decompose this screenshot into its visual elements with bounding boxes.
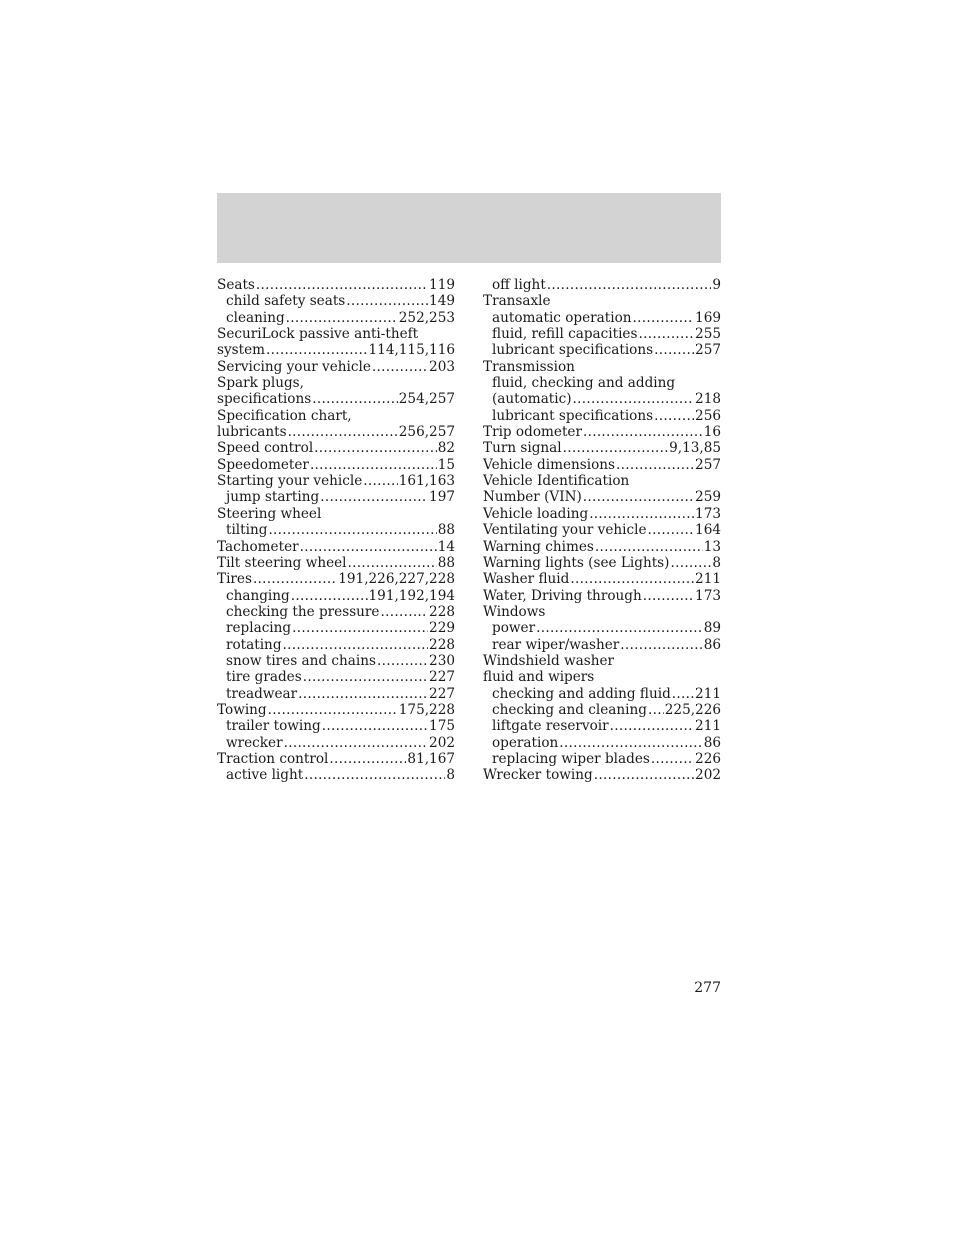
entry-term: Traction control: [217, 750, 329, 767]
index-entry: [483, 539, 721, 555]
page-reference: 252,253: [398, 309, 455, 326]
entry-term: tilting: [226, 522, 268, 539]
entry-term: Ventilating your vehicle: [483, 522, 647, 539]
page-reference: 175: [429, 718, 455, 735]
index-entry: [483, 604, 721, 620]
entry-term: system: [217, 342, 266, 359]
dot-leader: [284, 735, 428, 751]
entry-term: specifications: [217, 391, 312, 408]
dot-leader: [559, 735, 702, 751]
page-reference: 211: [695, 718, 721, 735]
page-reference: 211: [695, 685, 721, 702]
page-reference: 203: [429, 358, 455, 375]
entry-term: Servicing your vehicle: [217, 358, 371, 375]
index-subentry: [483, 310, 721, 326]
entry-term: Towing: [217, 701, 267, 718]
entry-term: replacing wiper blades: [492, 750, 650, 767]
entry-term: snow tires and chains: [226, 652, 376, 669]
page-reference: 13: [703, 538, 721, 555]
page-reference: 86: [703, 636, 721, 653]
index-subentry: [217, 489, 455, 505]
dot-leader: [380, 604, 428, 620]
dot-leader: [583, 489, 694, 505]
entry-term: active light: [226, 767, 304, 784]
entry-term: changing: [226, 587, 290, 604]
entry-term: Washer fluid: [483, 571, 570, 588]
index-entry: [483, 555, 721, 571]
index-subentry: [483, 326, 721, 342]
page-reference: 161,163: [398, 473, 455, 490]
dot-leader: [298, 686, 428, 702]
entry-term: Vehicle Identification: [483, 473, 630, 490]
entry-term: Windshield washer: [483, 652, 615, 669]
index-entry: [483, 767, 721, 783]
page-reference: 8: [712, 554, 721, 571]
index-entry: [483, 653, 721, 669]
dot-leader: [300, 539, 437, 555]
dot-leader: [648, 522, 695, 538]
index-subentry: [483, 686, 721, 702]
page-reference: 149: [429, 293, 455, 310]
page-reference: 226: [695, 750, 721, 767]
entry-term: replacing: [226, 620, 292, 637]
entry-term: Tires: [217, 571, 252, 588]
dot-leader: [595, 539, 703, 555]
dot-leader: [363, 473, 398, 489]
entry-term: off light: [492, 277, 546, 293]
page-reference: 255: [695, 326, 721, 343]
entry-term: Turn signal: [483, 440, 562, 457]
entry-term: Starting your vehicle: [217, 473, 363, 490]
dot-leader: [633, 310, 695, 326]
entry-term: Speedometer: [217, 456, 309, 473]
index-entry: [483, 669, 721, 685]
index-column-right: [483, 277, 721, 784]
dot-leader: [573, 391, 695, 407]
page-reference: 15: [437, 456, 455, 473]
dot-leader: [268, 702, 398, 718]
entry-term: Seats: [217, 277, 255, 293]
index-subentry: [483, 391, 721, 407]
entry-term: checking the pressure: [226, 603, 380, 620]
index-entry: [483, 293, 721, 309]
page-reference: 173: [695, 505, 721, 522]
entry-term: Water, Driving through: [483, 587, 642, 604]
entry-term: Transaxle: [483, 293, 551, 310]
index-entry: [217, 326, 455, 342]
page-reference: 89: [703, 620, 721, 637]
page-reference: 228: [429, 636, 455, 653]
dot-leader: [253, 571, 337, 587]
entry-term: Number (VIN): [483, 489, 582, 506]
entry-term: cleaning: [226, 309, 285, 326]
entry-term: lubricant specifications: [492, 407, 654, 424]
entry-term: checking and cleaning: [492, 701, 647, 718]
index-column-left: [217, 277, 455, 784]
entry-term: tire grades: [226, 669, 302, 686]
entry-term: Spark plugs,: [217, 375, 304, 392]
entry-term: fluid and wipers: [483, 669, 595, 686]
index-entry: [483, 457, 721, 473]
page-reference: 88: [437, 554, 455, 571]
entry-term: Steering wheel: [217, 505, 322, 522]
index-subentry: [483, 702, 721, 718]
dot-leader: [372, 359, 428, 375]
entry-term: Vehicle dimensions: [483, 456, 616, 473]
entry-term: automatic operation: [492, 309, 632, 326]
index-entry: [217, 506, 455, 522]
dot-leader: [312, 391, 398, 407]
index-entry: [217, 457, 455, 473]
entry-term: Tilt steering wheel: [217, 554, 347, 571]
dot-leader: [563, 440, 668, 456]
entry-term: rear wiper/washer: [492, 636, 620, 653]
index-entry: [483, 522, 721, 538]
index-entry: [217, 555, 455, 571]
entry-term: fluid, checking and adding: [492, 375, 676, 392]
page-reference: 81,167: [407, 750, 455, 767]
entry-term: liftgate reservoir: [492, 718, 609, 735]
dot-leader: [648, 702, 664, 718]
dot-leader: [303, 669, 428, 685]
index-entry: [217, 408, 455, 424]
entry-term: rotating: [226, 636, 282, 653]
dot-leader: [266, 342, 367, 358]
index-entry: [217, 277, 455, 293]
index-subentry: [483, 277, 721, 293]
dot-leader: [654, 408, 694, 424]
page-reference: 225,226: [664, 701, 721, 718]
index-entry: [483, 473, 721, 489]
entry-term: Vehicle loading: [483, 505, 589, 522]
dot-leader: [583, 424, 703, 440]
page-reference: 114,115,116: [368, 342, 455, 359]
index-subentry: [217, 637, 455, 653]
page-reference: 227: [429, 669, 455, 686]
page-reference: 169: [695, 309, 721, 326]
index-subentry: [483, 342, 721, 358]
index-entry: [483, 359, 721, 375]
page-reference: 88: [437, 522, 455, 539]
entry-term: child safety seats: [226, 293, 346, 310]
dot-leader: [654, 342, 694, 358]
dot-leader: [268, 522, 436, 538]
dot-leader: [346, 293, 428, 309]
page-reference: 256,257: [398, 424, 455, 441]
entry-term: Warning chimes: [483, 538, 594, 555]
entry-term: checking and adding fluid: [492, 685, 671, 702]
index-entry: [483, 424, 721, 440]
entry-term: operation: [492, 734, 559, 751]
page-reference: 230: [429, 652, 455, 669]
entry-term: SecuriLock passive anti-theft: [217, 326, 419, 343]
index-entry: [483, 588, 721, 604]
entry-term: Windows: [483, 603, 546, 620]
dot-leader: [547, 277, 712, 293]
page-reference: 202: [695, 767, 721, 784]
entry-term: Wrecker towing: [483, 767, 593, 784]
index-subentry: [217, 310, 455, 326]
index-entry: [483, 571, 721, 587]
dot-leader: [594, 767, 694, 783]
index-entry: [217, 342, 455, 358]
dot-leader: [256, 277, 428, 293]
index-subentry: [217, 293, 455, 309]
dot-leader: [670, 555, 711, 571]
entry-term: Transmission: [483, 358, 575, 375]
index-entry: [217, 751, 455, 767]
entry-term: Tachometer: [217, 538, 299, 555]
index-subentry: [217, 604, 455, 620]
entry-term: power: [492, 620, 536, 637]
page-reference: 191,192,194: [368, 587, 455, 604]
index-subentry: [483, 408, 721, 424]
entry-term: trailer towing: [226, 718, 321, 735]
entry-term: lubricants: [217, 424, 287, 441]
index-entry: [217, 440, 455, 456]
dot-leader: [292, 620, 428, 636]
page-reference: 218: [695, 391, 721, 408]
page-number: 277: [694, 980, 721, 996]
index-entry: [217, 571, 455, 587]
dot-leader: [589, 506, 694, 522]
page-reference: 228: [429, 603, 455, 620]
page-reference: 191,226,227,228: [338, 571, 455, 588]
dot-leader: [620, 637, 702, 653]
page-reference: 229: [429, 620, 455, 637]
page-reference: 259: [695, 489, 721, 506]
index-entry: [217, 473, 455, 489]
dot-leader: [322, 718, 428, 734]
index-subentry: [217, 735, 455, 751]
page-reference: 197: [429, 489, 455, 506]
index-entry: [483, 489, 721, 505]
page-reference: 8: [446, 767, 455, 784]
dot-leader: [310, 457, 437, 473]
index-entry: [217, 391, 455, 407]
page-reference: 86: [703, 734, 721, 751]
page-reference: 9,13,85: [669, 440, 721, 457]
dot-leader: [672, 686, 694, 702]
index-subentry: [217, 718, 455, 734]
index-subentry: [217, 653, 455, 669]
page-reference: 227: [429, 685, 455, 702]
entry-term: Speed control: [217, 440, 314, 457]
page-reference: 164: [695, 522, 721, 539]
page-reference: 202: [429, 734, 455, 751]
entry-term: jump starting: [226, 489, 320, 506]
page-reference: 257: [695, 342, 721, 359]
page-reference: 254,257: [398, 391, 455, 408]
entry-term: wrecker: [226, 734, 283, 751]
index-subentry: [217, 686, 455, 702]
index-entry: [217, 702, 455, 718]
page-reference: 16: [703, 424, 721, 441]
entry-term: lubricant specifications: [492, 342, 654, 359]
dot-leader: [616, 457, 694, 473]
dot-leader: [286, 310, 398, 326]
entry-term: treadwear: [226, 685, 298, 702]
index-subentry: [217, 588, 455, 604]
page-reference: 256: [695, 407, 721, 424]
dot-leader: [536, 620, 703, 636]
dot-leader: [643, 588, 694, 604]
index-subentry: [217, 620, 455, 636]
index-subentry: [217, 522, 455, 538]
dot-leader: [610, 718, 694, 734]
dot-leader: [377, 653, 428, 669]
dot-leader: [320, 489, 428, 505]
dot-leader: [348, 555, 437, 571]
index-subentry: [217, 767, 455, 783]
dot-leader: [291, 588, 368, 604]
index-entry: [217, 375, 455, 391]
dot-leader: [638, 326, 694, 342]
index-subentry: [483, 718, 721, 734]
dot-leader: [288, 424, 398, 440]
page-reference: 173: [695, 587, 721, 604]
index-entry: [483, 506, 721, 522]
dot-leader: [314, 440, 437, 456]
index-entry: [217, 424, 455, 440]
dot-leader: [304, 767, 445, 783]
index-entry: [483, 440, 721, 456]
page-reference: 257: [695, 456, 721, 473]
dot-leader: [329, 751, 406, 767]
index-subentry: [483, 637, 721, 653]
index-entry: [217, 359, 455, 375]
header-band: [217, 193, 721, 263]
index-subentry: [217, 669, 455, 685]
index-subentry: [483, 375, 721, 391]
entry-term: fluid, refill capacities: [492, 326, 638, 343]
page-reference: 82: [437, 440, 455, 457]
dot-leader: [283, 637, 429, 653]
page-reference: 119: [429, 277, 455, 293]
index-entry: [217, 539, 455, 555]
page-reference: 9: [712, 277, 721, 293]
entry-term: Specification chart,: [217, 407, 352, 424]
page-reference: 14: [437, 538, 455, 555]
dot-leader: [570, 571, 694, 587]
entry-term: Warning lights (see Lights): [483, 554, 670, 571]
index-subentry: [483, 620, 721, 636]
entry-term: Trip odometer: [483, 424, 582, 441]
dot-leader: [651, 751, 694, 767]
index-subentry: [483, 735, 721, 751]
page-reference: 211: [695, 571, 721, 588]
index-subentry: [483, 751, 721, 767]
page-reference: 175,228: [398, 701, 455, 718]
entry-term: (automatic): [492, 391, 572, 408]
